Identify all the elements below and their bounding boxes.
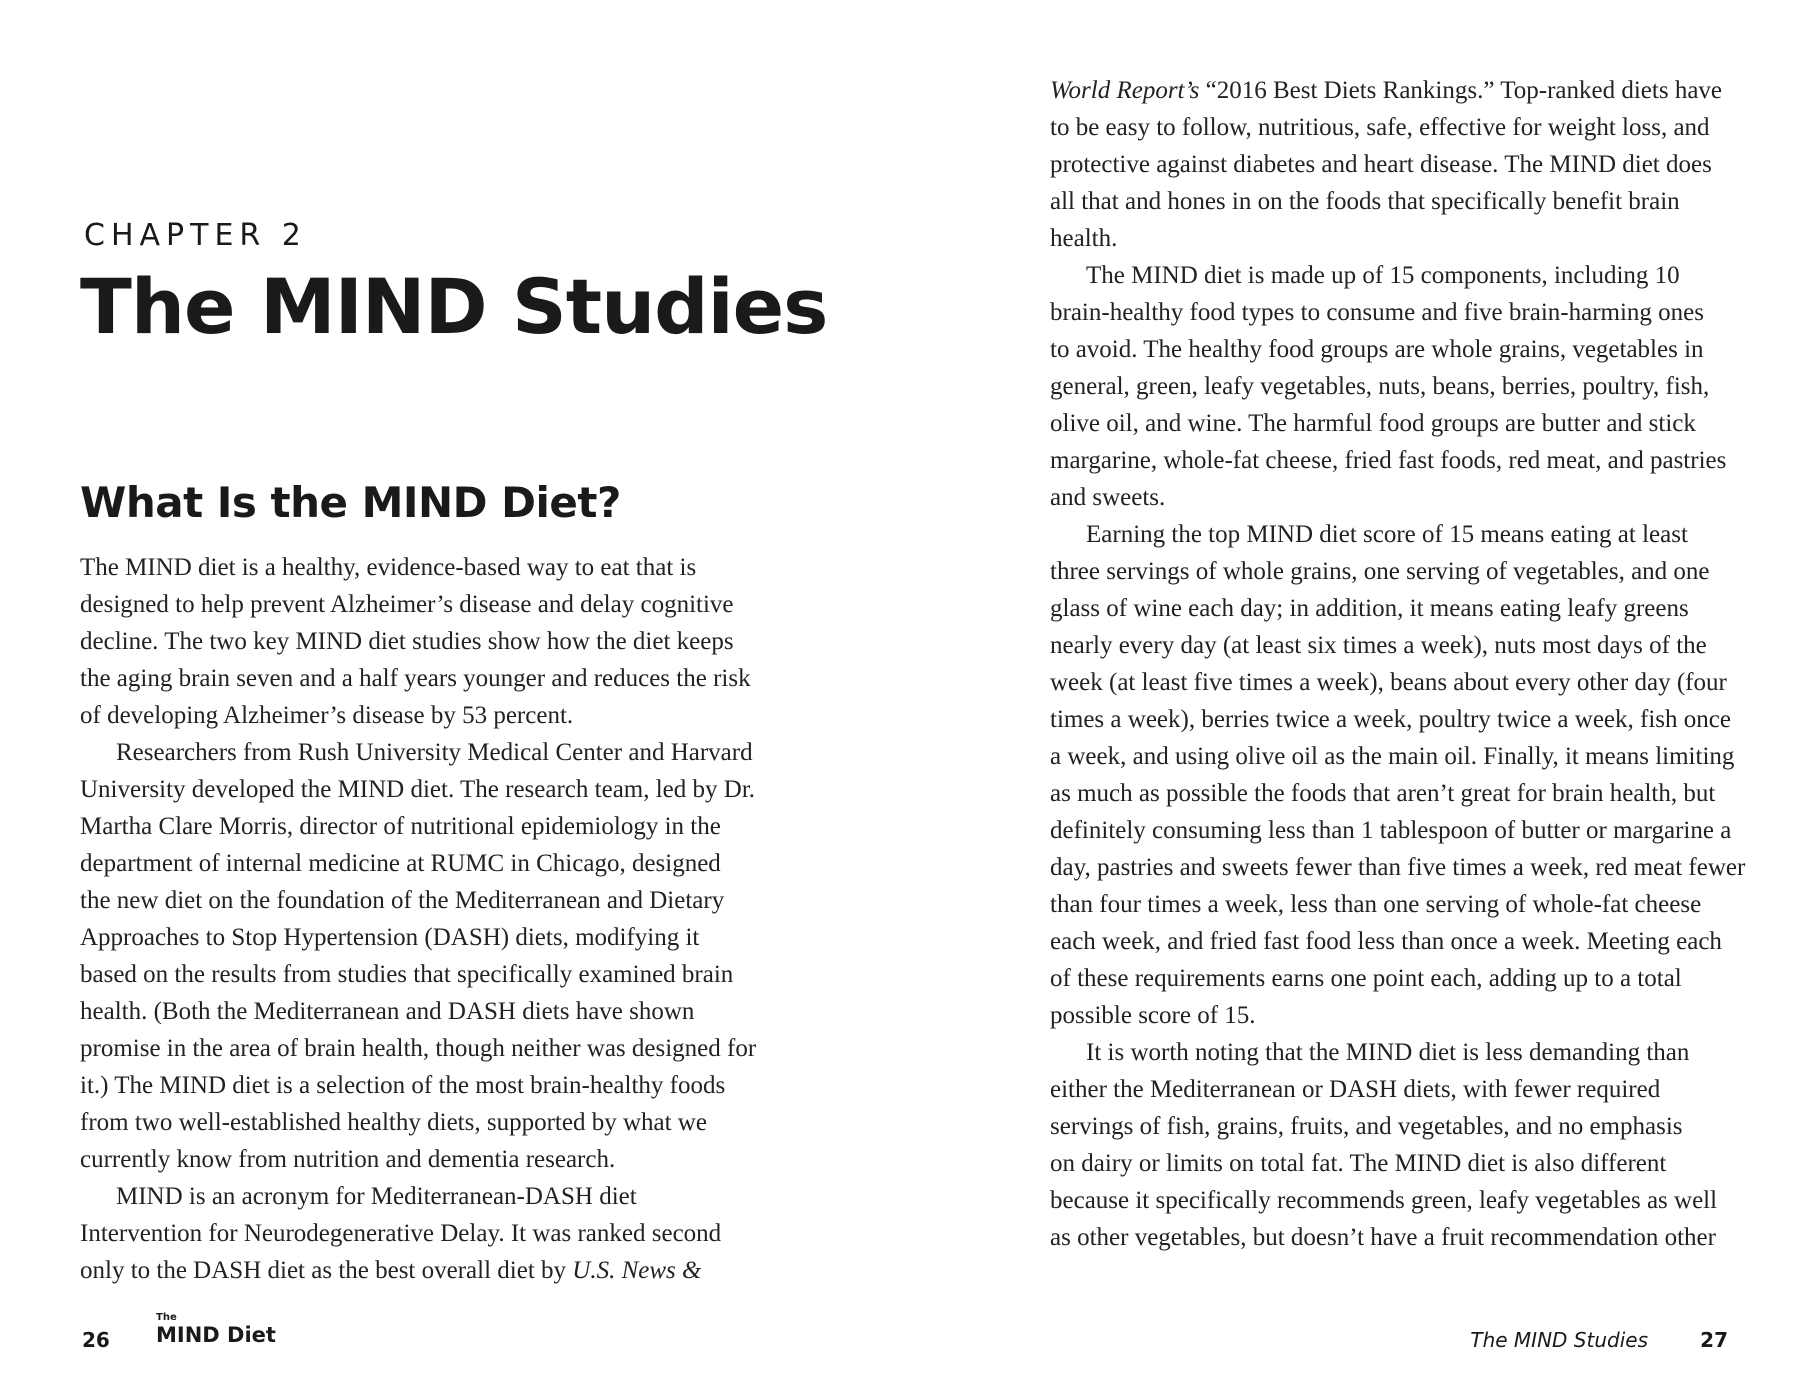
text-line: the new diet on the foundation of the Mediterranean and Dietary [80,887,725,914]
text-line: servings of fish, grains, fruits, and vegetables, and no emphasis [1050,1113,1683,1140]
text-line: MIND is an acronym for Mediterranean-DASH diet [116,1183,637,1210]
text-line: Approaches to Stop Hypertension (DASH) diets, modifying it [80,924,700,951]
text-line: than four times a week, less than one serving of whole-fat cheese [1050,891,1702,918]
text-line: Researchers from Rush University Medical Center and Harvard [116,739,753,766]
text-line: possible score of 15. [1050,1002,1256,1029]
paragraph [1050,257,1750,516]
text-line: general, green, leafy vegetables, nuts, beans, berries, poultry, fish, [1050,373,1710,400]
text-span: only to the DASH diet as the best overall diet by [80,1257,573,1284]
paragraph [80,1178,780,1289]
text-line: olive oil, and wine. The harmful food groups are butter and stick [1050,410,1696,437]
text-line: week (at least five times a week), beans about every other day (four [1050,669,1727,696]
paragraph [80,549,780,734]
text-line: of these requirements earns one point each, adding up to a total [1050,965,1682,992]
text-line: day, pastries and sweets fewer than five times a week, red meat fewer [1050,854,1746,881]
logo-big-text: MIND Diet [156,1323,276,1347]
text-line: Intervention for Neurodegenerative Delay. It was ranked second [80,1220,722,1247]
book-logo [156,1312,276,1347]
text-line: definitely consuming less than 1 tablespoon of butter or margarine a [1050,817,1732,844]
text-line: currently know from nutrition and dementia research. [80,1146,616,1173]
text-line: glass of wine each day; in addition, it means eating leafy greens [1050,595,1689,622]
right-body-text [1050,72,1750,1256]
text-line: health. [1050,225,1118,252]
text-line: because it specifically recommends green, leafy vegetables as well [1050,1187,1718,1214]
text-line [80,1252,780,1289]
chapter-label: CHAPTER 2 [84,218,307,253]
text-line: and sweets. [1050,484,1166,511]
text-span: “2016 Best Diets Rankings.” Top-ranked diets have [1199,77,1723,104]
text-line: times a week), berries twice a week, poultry twice a week, fish once [1050,706,1731,733]
text-line: brain-healthy food types to consume and five brain-harming ones [1050,299,1704,326]
text-line: The MIND diet is a healthy, evidence-based way to eat that is [80,554,697,581]
text-line: University developed the MIND diet. The research team, led by Dr. [80,776,756,803]
text-line: decline. The two key MIND diet studies show how the diet keeps [80,628,734,655]
text-line [1050,72,1750,109]
text-line: The MIND diet is made up of 15 components, including 10 [1086,262,1680,289]
text-line: three servings of whole grains, one serving of vegetables, and one [1050,558,1710,585]
text-line: of developing Alzheimer’s disease by 53 percent. [80,702,574,729]
text-line: margarine, whole-fat cheese, fried fast foods, red meat, and pastries [1050,447,1727,474]
paragraph [1050,516,1750,1034]
text-line: it.) The MIND diet is a selection of the most brain-healthy foods [80,1072,726,1099]
publication-name-italic: U.S. News & [572,1257,702,1284]
text-line: It is worth noting that the MIND diet is less demanding than [1086,1039,1690,1066]
text-line: nearly every day (at least six times a week), nuts most days of the [1050,632,1707,659]
logo-small-text: The [156,1312,177,1323]
text-line: protective against diabetes and heart disease. The MIND diet does [1050,151,1712,178]
text-line: from two well-established healthy diets, supported by what we [80,1109,707,1136]
text-line: each week, and fried fast food less than once a week. Meeting each [1050,928,1722,955]
paragraph [1050,1034,1750,1256]
text-line: department of internal medicine at RUMC in Chicago, designed [80,850,721,877]
text-line: promise in the area of brain health, though neither was designed for [80,1035,757,1062]
text-line: to avoid. The healthy food groups are whole grains, vegetables in [1050,336,1704,363]
paragraph [1050,72,1750,257]
text-line: on dairy or limits on total fat. The MIND diet is also different [1050,1150,1667,1177]
text-line: Martha Clare Morris, director of nutritional epidemiology in the [80,813,721,840]
text-line: to be easy to follow, nutritious, safe, effective for weight loss, and [1050,114,1710,141]
paragraph [80,734,780,1178]
section-heading: What Is the MIND Diet? [80,478,621,527]
left-body-text [80,549,780,1289]
page-number-right: 27 [1700,1328,1728,1352]
text-line: either the Mediterranean or DASH diets, with fewer required [1050,1076,1661,1103]
chapter-title: The MIND Studies [80,262,828,351]
text-line: all that and hones in on the foods that specifically benefit brain [1050,188,1680,215]
text-line: a week, and using olive oil as the main oil. Finally, it means limiting [1050,743,1735,770]
text-line: as much as possible the foods that aren’t great for brain health, but [1050,780,1716,807]
text-line: based on the results from studies that specifically examined brain [80,961,734,988]
text-line: Earning the top MIND diet score of 15 means eating at least [1086,521,1688,548]
text-line: the aging brain seven and a half years younger and reduces the risk [80,665,751,692]
publication-name-italic: World Report’s [1050,77,1200,104]
text-line: as other vegetables, but doesn’t have a fruit recommendation other [1050,1224,1716,1251]
page-number-left: 26 [82,1328,110,1352]
text-line: health. (Both the Mediterranean and DASH diets have shown [80,998,695,1025]
text-line: designed to help prevent Alzheimer’s disease and delay cognitive [80,591,734,618]
running-title: The MIND Studies [1470,1328,1648,1352]
